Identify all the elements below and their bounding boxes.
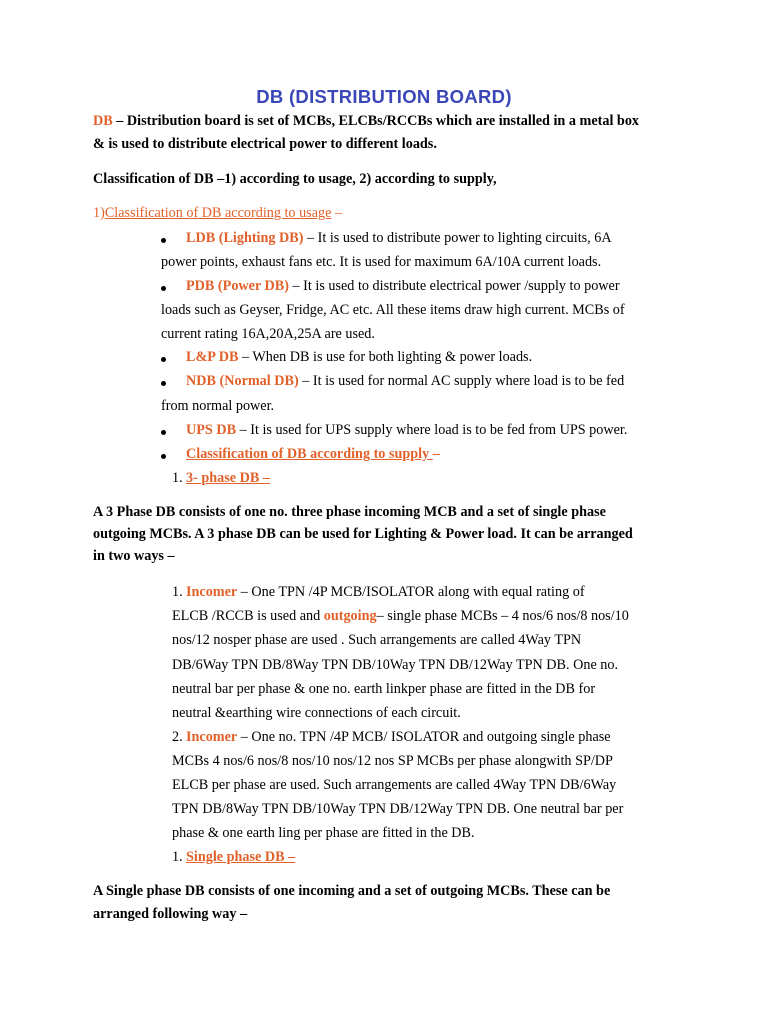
usage-item-text: – When DB is use for both lighting & power loads. (238, 349, 533, 365)
bullet-icon (161, 238, 166, 243)
usage-item-text-cont: current rating 16A,20A,25A are used. (161, 326, 375, 342)
intro-text-1: – Distribution board is set of MCBs, ELCBs/RCCBs which are installed in a metal box (112, 113, 640, 129)
single-phase-num: 1. (172, 849, 183, 865)
way-term: Incomer (186, 729, 238, 745)
usage-item-term: NDB (Normal DB) (186, 373, 299, 389)
usage-item-text-cont: loads such as Geyser, Fridge, AC etc. All these items draw high current. MCBs of (161, 302, 625, 318)
usage-item-term: L&P DB (186, 349, 239, 365)
way-2-line-4: TPN DB/8Way TPN DB/10Way TPN DB/12Way TPN DB. One neutral bar per (172, 801, 624, 817)
usage-item-text-cont: power points, exhaust fans etc. It is used for maximum 6A/10A current loads. (161, 254, 602, 270)
way-term: outgoing (323, 608, 377, 624)
way-term: Incomer (186, 584, 238, 600)
way-text: ELCB /RCCB is used and (172, 608, 324, 624)
way-text: – One TPN /4P MCB/ISOLATOR along with equal rating of (237, 584, 585, 600)
usage-item-lp (186, 349, 532, 366)
single-phase-desc-1: A Single phase DB consists of one incoming and a set of outgoing MCBs. These can be (93, 883, 611, 899)
way-1-line-4: DB/6Way TPN DB/8Way TPN DB/10Way TPN DB/12Way TPN DB. One no. (172, 657, 619, 673)
way-1-line-6: neutral &earthing wire connections of each circuit. (172, 705, 461, 721)
way-text: – One no. TPN /4P MCB/ ISOLATOR and outgoing single phase (237, 729, 611, 745)
three-phase-desc-3: in two ways – (93, 548, 175, 564)
usage-item-supply-heading (186, 446, 440, 463)
way-2-line-3: ELCB per phase are used. Such arrangements are called 4Way TPN DB/6Way (172, 777, 617, 793)
usage-heading-prefix: 1) (93, 205, 105, 221)
usage-item-text: – (432, 446, 440, 462)
usage-item-text: – It is used for normal AC supply where load is to be fed (298, 373, 625, 389)
way-2-line-2: MCBs 4 nos/6 nos/8 nos/10 nos/12 nos SP MCBs per phase alongwith SP/DP (172, 753, 613, 769)
single-phase-heading: Single phase DB – (186, 849, 296, 865)
usage-item-text: – It is used to distribute electrical power /supply to power (288, 278, 620, 294)
bullet-icon (161, 430, 166, 435)
way-2-line-5: phase & one earth ling per phase are fitted in the DB. (172, 825, 475, 841)
three-phase-desc-2: outgoing MCBs. A 3 phase DB can be used for Lighting & Power load. It can be arranged (93, 526, 633, 542)
usage-item-term: LDB (Lighting DB) (186, 230, 304, 246)
usage-heading (93, 205, 342, 222)
way-1-num: 1. (172, 584, 183, 600)
usage-heading-suffix: – (331, 205, 343, 221)
way-1-line-2 (172, 608, 629, 625)
usage-item-text: – It is used for UPS supply where load is to be fed from UPS power. (236, 422, 628, 438)
three-phase-num: 1. (172, 470, 183, 486)
usage-item-ldb (186, 230, 612, 247)
single-phase-desc-2: arranged following way – (93, 906, 248, 922)
three-phase-heading: 3- phase DB – (186, 470, 270, 486)
bullet-icon (161, 381, 166, 386)
bullet-icon (161, 286, 166, 291)
usage-heading-label: Classification of DB according to usage (104, 205, 332, 221)
usage-item-text-cont: from normal power. (161, 398, 275, 414)
bullet-icon (161, 357, 166, 362)
usage-item-term: UPS DB (186, 422, 237, 438)
page-title: DB (DISTRIBUTION BOARD) (256, 86, 512, 107)
intro-text-2: & is used to distribute electrical power to different loads. (93, 136, 437, 152)
intro-line-1 (93, 113, 639, 130)
usage-item-text: – It is used to distribute power to lighting circuits, 6A (303, 230, 612, 246)
usage-item-ups (186, 422, 627, 439)
three-phase-desc-1: A 3 Phase DB consists of one no. three phase incoming MCB and a set of single phase (93, 504, 606, 520)
bullet-icon (161, 454, 166, 459)
intro-term: DB (93, 113, 113, 129)
way-1-line-1 (186, 584, 585, 601)
way-1-line-5: neutral bar per phase & one no. earth linkper phase are fitted in the DB for (172, 681, 596, 697)
usage-item-term: PDB (Power DB) (186, 278, 289, 294)
classification-line: Classification of DB –1) according to usage, 2) according to supply, (93, 171, 497, 187)
way-2-num: 2. (172, 729, 183, 745)
way-text: – single phase MCBs – 4 nos/6 nos/8 nos/10 (376, 608, 629, 624)
usage-item-term: Classification of DB according to supply (186, 446, 433, 462)
usage-item-ndb (186, 373, 624, 390)
way-1-line-3: nos/12 nosper phase are used . Such arrangements are called 4Way TPN (172, 632, 582, 648)
way-2-line-1 (186, 729, 611, 746)
usage-item-pdb (186, 278, 620, 295)
